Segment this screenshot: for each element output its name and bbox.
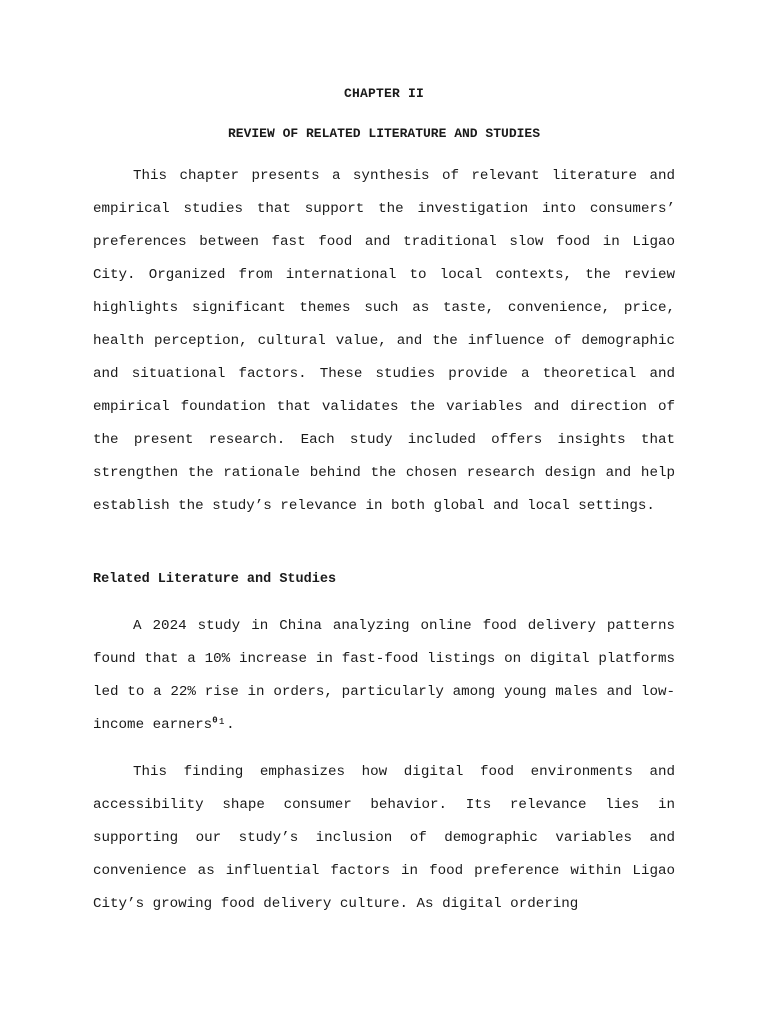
- study-paragraph-end: ¹.: [217, 717, 235, 733]
- chapter-label: CHAPTER II: [343, 86, 424, 101]
- study-paragraph-text: A 2024 study in China analyzing online food delivery patterns found that a 10% increase in fast-food listings on digital platforms led to a 22% rise in orders, particularly among young males and low-income earners: [93, 618, 675, 733]
- section-heading: Related Literature and Studies: [93, 572, 337, 587]
- intro-paragraph: This chapter presents a synthesis of relevant literature and empirical studies that support the investigation into consumers’ preferences between fast food and traditional slow food in Ligao City. Organized from international to local contexts, the review highlights significant themes such as taste, convenience, price, health perception, cultural value, and the influence of demographic and situational factors. These studies provide a theoretical and empirical foundation that validates the variables and direction of the present research. Each study included offers insights that strengthen the rationale behind the chosen research design and help establish the study’s relevance in both global and local settings.: [93, 168, 675, 514]
- citation-marker: 0: [212, 715, 218, 726]
- study-paragraph: [93, 610, 675, 742]
- chapter-title: REVIEW OF RELATED LITERATURE AND STUDIES: [227, 126, 541, 141]
- finding-paragraph: This finding emphasizes how digital food environments and accessibility shape consumer behavior. Its relevance lies in supporting our study’s inclusion of demographic variables and convenience as influential factors in food preference within Ligao City’s growing food delivery culture. As digital ordering: [93, 764, 675, 912]
